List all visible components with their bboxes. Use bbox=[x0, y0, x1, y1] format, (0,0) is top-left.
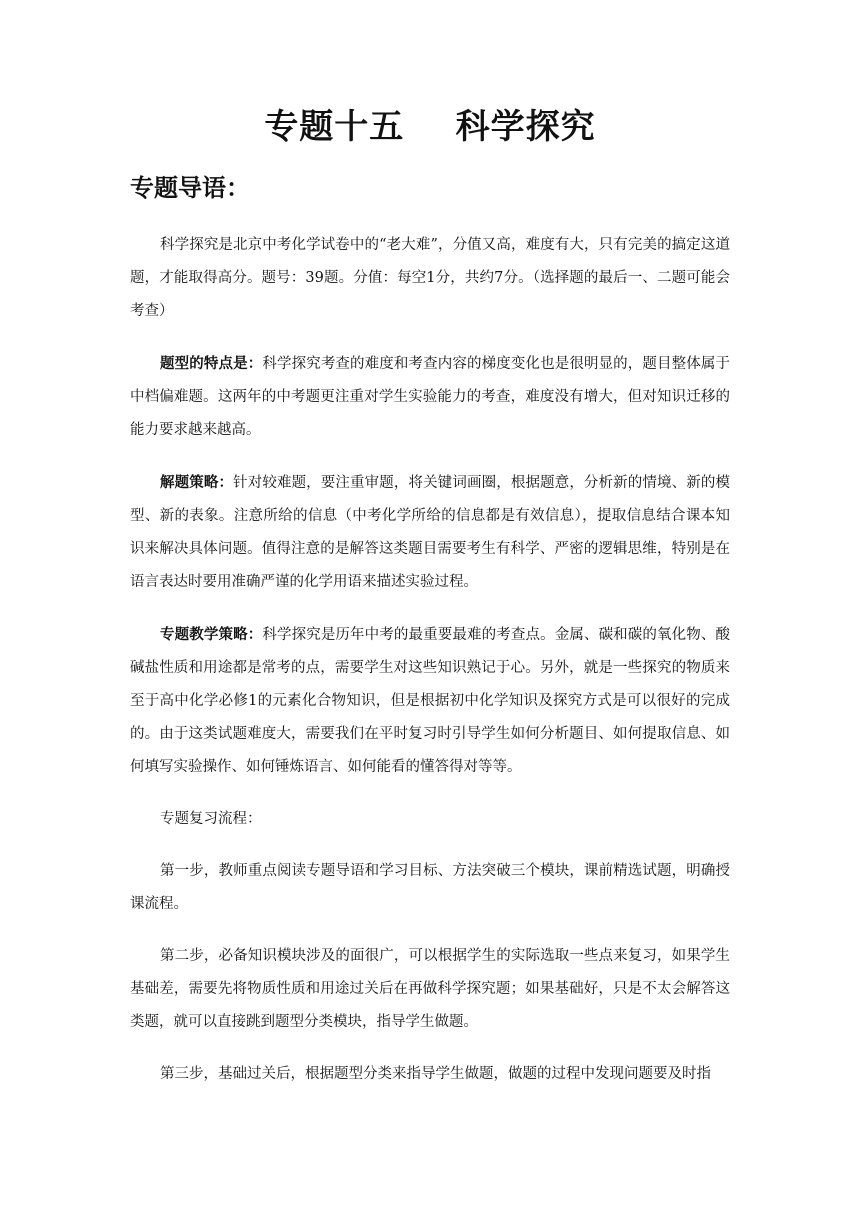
paragraph-text: 科学探究考查的难度和考查内容的梯度变化也是很明显的，题目整体属于中档偏难题。这两年的中考题更注重对学生实验能力的考查，难度没有增大，但对知识迁移的能力要求越来越高。 bbox=[130, 356, 731, 438]
paragraph-text: 针对较难题，要注重审题，将关键词画圈，根据题意，分析新的情境、新的模型、新的表象。注意所给的信息（中考化学所给的信息都是有效信息），提取信息结合课本知识来解决具体问题。值得注意的是解答这类题目需要考生有科学、严密的逻辑思维，特别是在语言表达时要用准确严谨的化学用语来描述实验过程。 bbox=[130, 475, 730, 590]
paragraph-text: 第一步，教师重点阅读专题导语和学习目标、方法突破三个模块，课前精选试题，明确授课流程。 bbox=[130, 863, 730, 912]
paragraph-text: 专题复习流程： bbox=[160, 811, 262, 827]
paragraph bbox=[130, 466, 730, 599]
paragraph-text: 第三步，基础过关后，根据题型分类来指导学生做题，做题的过程中发现问题要及时指 bbox=[160, 1066, 711, 1082]
paragraph-text: 科学探究是北京中考化学试卷中的“老大难”，分值又高，难度有大，只有完美的搞定这道题，才能取得高分。题号：39题。分值：每空1分，共约7分。（选择题的最后一、二题可能会考查） bbox=[130, 237, 730, 319]
page-title: 专题十五 科学探究 bbox=[264, 107, 596, 147]
paragraph bbox=[130, 803, 730, 836]
paragraph-lead: 解题策略： bbox=[160, 474, 234, 491]
paragraph bbox=[130, 618, 730, 784]
paragraph bbox=[130, 229, 730, 328]
paragraph bbox=[130, 940, 730, 1039]
body-text bbox=[130, 229, 730, 1110]
paragraph bbox=[130, 855, 730, 921]
paragraph bbox=[130, 1058, 730, 1091]
paragraph-lead: 题型的特点是： bbox=[160, 355, 263, 372]
paragraph-text: 科学探究是历年中考的最重要最难的考查点。金属、碳和碳的氧化物、酸碱盐性质和用途都是常考的点，需要学生对这些知识熟记于心。另外，就是一些探究的物质来至于高中化学必修1的元素化合物知识，但是根据初中化学知识及探究方式是可以很好的完成的。由于这类试题难度大，需要我们在平时复习时引导学生如何分析题目、如何提取信息、如何填写实验操作、如何锤炼语言、如何能看的懂答得对等等。 bbox=[130, 627, 731, 775]
section-heading: 专题导语： bbox=[130, 174, 250, 202]
paragraph-lead: 专题教学策略： bbox=[160, 626, 263, 643]
paragraph-text: 第二步，必备知识模块涉及的面很广，可以根据学生的实际选取一些点来复习，如果学生基础差，需要先将物质性质和用途过关后在再做科学探究题；如果基础好，只是不太会解答这类题，就可以直接跳到题型分类模块，指导学生做题。 bbox=[130, 948, 730, 1030]
paragraph bbox=[130, 347, 730, 447]
